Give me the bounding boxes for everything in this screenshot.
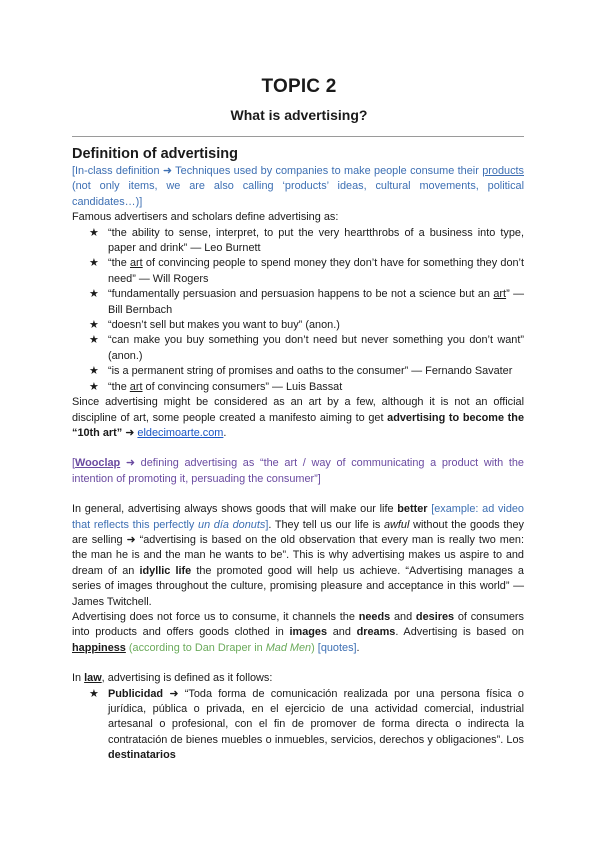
idyllic-life-bold: idyllic life (139, 564, 192, 577)
star-bullet-icon: ★ (89, 319, 99, 332)
paragraph-text: the promoted good will help us achieve. “Advertising manages a series of images throughout the culture, promising pleasure and acceptance in this world” — James Twitchell. (72, 564, 524, 608)
wooclap-link[interactable]: Wooclap (75, 457, 121, 470)
spacer (72, 441, 524, 456)
inclass-text: [In-class definition ➜ Techniques used by companies to make people consume their (72, 165, 483, 177)
destinatarios-bold: destinatarios (108, 749, 176, 762)
quotes-link[interactable]: [quotes] (314, 641, 357, 654)
quote-underlined: art (129, 380, 143, 393)
quote-text: “doesn’t sell but makes you want to buy” (anon.) (108, 319, 340, 332)
bracket: [ (72, 457, 76, 470)
law-bold: law (84, 672, 102, 685)
inclass-products: products (482, 165, 524, 177)
quote-text: “is a permanent string of promises and oaths to the consumer” — Fernando Savater (108, 365, 513, 378)
paragraph-text: , advertising is defined as it follows: (101, 672, 273, 685)
list-item (72, 318, 524, 333)
tenth-art-paragraph (72, 395, 524, 441)
period: . (356, 641, 360, 654)
mad-men-note (126, 642, 315, 654)
paragraph-text: of consumers into products and offers goods clothed in (72, 610, 524, 639)
paragraph-text: and (390, 610, 416, 623)
quote-text: “the (108, 257, 130, 270)
spacer (72, 656, 524, 671)
eldecimoarte-link[interactable]: eldecimoarte.com (137, 426, 224, 439)
quote-text-end: ” — Bill Bernbach (108, 288, 524, 316)
desires-bold: desires (415, 610, 455, 623)
publicidad-label: Publicidad (108, 687, 164, 700)
wooclap-note (72, 456, 524, 487)
better-bold: better (397, 503, 428, 516)
green-text-end: ) (311, 641, 315, 654)
example-text: [example: ad video that reflects this perfectly (72, 503, 524, 531)
law-definition-text: ➜ “Toda forma de comunicación realizada por una persona física o jurídica, pública o privada, en el ejercicio de una actividad comercial, industrial artesanal o profesional, con el fin de promover de forma directa o indirecta la contratación de bienes muebles o inmuebles, servicios, derechos y obligaciones”. Los (108, 687, 524, 746)
quote-text-end: of convincing consumers” — Luis Bassat (142, 380, 343, 393)
list-item (72, 380, 524, 395)
list-item (72, 256, 524, 287)
dreams-bold: dreams (356, 626, 396, 639)
quote-text: “fundamentally persuasion and persuasion happens to be not a science but an (108, 288, 494, 301)
quote-underlined: art (129, 257, 143, 270)
quotes-intro: Famous advertisers and scholars define advertising as: (72, 211, 339, 224)
quote-text-end: of convincing people to spend money they don’t have for something they don’t need” — Will Rogers (108, 257, 525, 285)
paragraph-text: In (72, 672, 85, 685)
example-italic[interactable]: un día donuts (198, 518, 266, 531)
inclass-definition (72, 164, 524, 210)
green-text: (according to Dan Draper in (125, 641, 266, 654)
happiness-bold: happiness (72, 641, 126, 654)
star-bullet-icon: ★ (89, 288, 99, 301)
law-list (72, 687, 524, 764)
needs-paragraph (72, 610, 524, 656)
star-bullet-icon: ★ (89, 365, 99, 378)
example-bracket: ] (265, 518, 269, 531)
list-item (72, 287, 524, 318)
star-bullet-icon: ★ (89, 226, 99, 239)
list-item (72, 687, 524, 764)
star-bullet-icon: ★ (89, 687, 99, 700)
inclass-text-end: (not only items, we are also calling ‘products’ ideas, cultural movements, political candidates…)] (72, 180, 524, 208)
page-subtitle: What is advertising? (230, 107, 368, 123)
quote-underlined: art (493, 288, 507, 301)
quote-list (72, 226, 524, 395)
needs-bold: needs (358, 610, 391, 623)
list-item (72, 333, 524, 364)
period: . (223, 426, 227, 439)
document-body (72, 145, 524, 764)
general-paragraph (72, 502, 524, 610)
paragraph-text: Advertising does not force us to consume, it channels the (72, 610, 359, 623)
law-intro (72, 671, 524, 686)
page-title: TOPIC 2 (261, 76, 337, 97)
awful-italic: awful (383, 518, 410, 531)
paragraph-text: . Advertising is based on (395, 626, 524, 639)
paragraph-text: without the goods they are selling ➜ “advertising is based on the old observation that every man is really two men: the man he is and the man he wants to be”. This is why advertising makes us aspire to and dream of an (72, 518, 524, 577)
arrow-text: ➜ (122, 426, 138, 439)
paragraph-text: and (327, 626, 357, 639)
quote-text: “the ability to sense, interpret, to put the very heartthrobs of a business into type, paper and drink” — Leo Burnett (108, 226, 524, 255)
images-bold: images (289, 626, 328, 639)
horizontal-divider (72, 136, 524, 137)
list-item (72, 364, 524, 379)
paragraph-text: . They tell us our life is (268, 518, 384, 531)
tenth-art-bold: advertising to become the “10th art” (72, 411, 525, 439)
paragraph-text: Since advertising might be considered as an art by a few, although it is not an official discipline of art, some people created a manifesto aiming to get (72, 396, 524, 424)
star-bullet-icon: ★ (89, 334, 99, 347)
section-heading: Definition of advertising (72, 146, 238, 162)
list-item (72, 226, 524, 257)
mad-men-italic: Mad Men (265, 641, 312, 654)
wooclap-text: ➜ defining advertising as “the art / way of communicating a product with the intention of promoting it, persuading the consumer”] (72, 457, 524, 485)
star-bullet-icon: ★ (89, 257, 99, 270)
star-bullet-icon: ★ (89, 380, 99, 393)
paragraph-text: In general, advertising always shows goods that will make our life (72, 503, 398, 516)
quote-text: “the (108, 380, 130, 393)
spacer (72, 487, 524, 502)
quote-text: “can make you buy something you don’t need but never something you don’t want” (anon.) (108, 334, 524, 362)
